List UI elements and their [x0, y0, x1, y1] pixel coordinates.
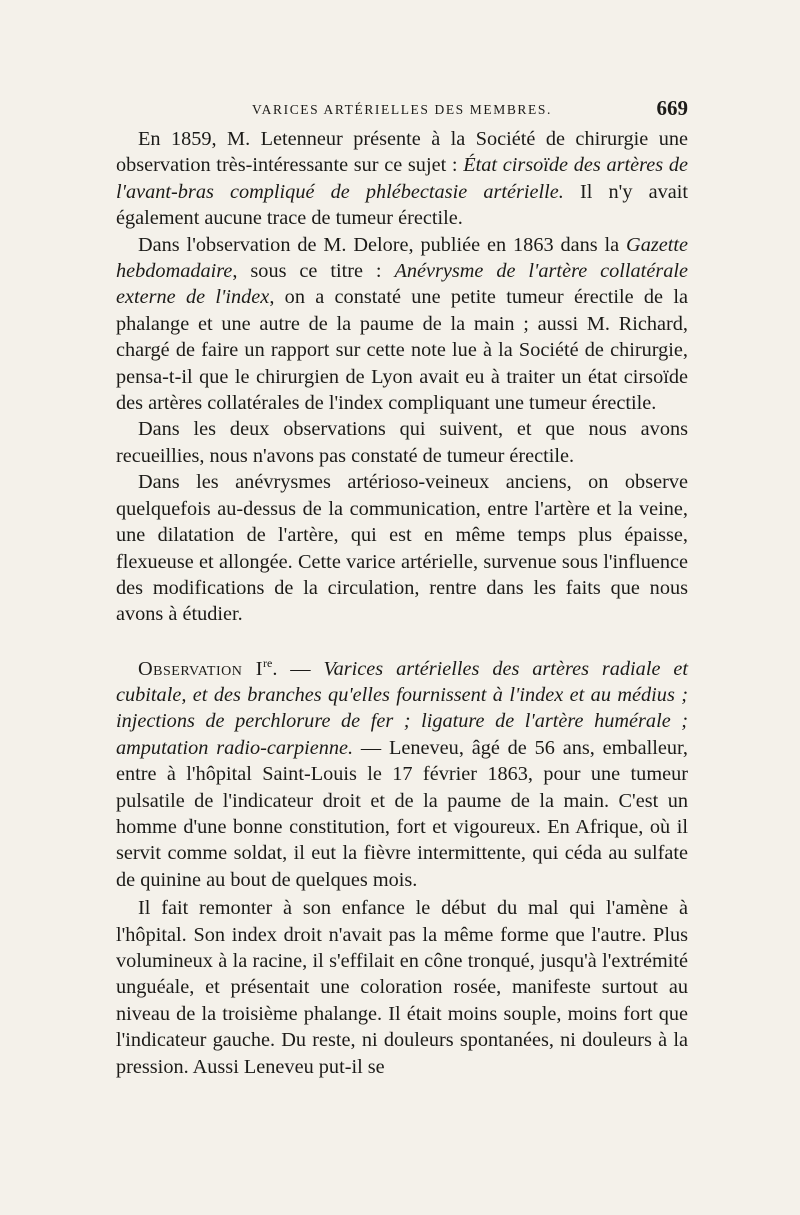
paragraph-letenneur: En 1859, M. Letenneur présente à la Société de chirurgie une observation très-intéressante sur ce sujet : État cirsoïde des artères de l'avant-bras compliqué de phlébectasie artérielle. Il n'y avait également aucune trace de tumeur érectile.	[116, 128, 689, 230]
page-number: 669	[656, 96, 688, 120]
paragraph-history: Il fait remonter à son enfance le début du mal qui l'amène à l'hôpital. Son index droit n'avait pas la même forme que l'autre. Plus volumineux à la racine, il s'effilait en cône tronqué, jusqu'à l'extrémité unguéale, et présentait une coloration rosée, manifeste surtout au niveau de la troisième phalange. Il était moins souple, moins fort que l'indicateur gauche. Du reste, ni douleurs spontanées, ni douleurs à la pression. Aussi Leneveu put-il se	[116, 897, 688, 1078]
paragraph-two-observations: Dans les deux observations qui suivent, et que nous avons recueillies, nous n'avons pas constaté de tumeur érectile.	[116, 418, 688, 467]
observation-one: Observation Ire. — Varices artérielles des artères radiale et cubitale, et des branches qu'elles fournissent à l'index et au médius ; injections de perchlorure de fer ; ligature de l'artère humérale ; amputation radio-carpienne. — Leneveu, âgé de 56 ans, emballeur, entre à l'hôpital Saint-Louis le 17 février 1863, pour une tumeur pulsatile de l'indicateur droit et de la paume de la main. C'est un homme d'une bonne constitution, fort et vigoureux. En Afrique, où il servit comme soldat, il eut la fièvre intermittente, qui céda au sulfate de quinine au bout de quelques mois.	[116, 655, 688, 891]
running-title: VARICES ARTÉRIELLES DES MEMBRES.	[252, 102, 552, 117]
paragraph-delore: Dans l'observation de M. Delore, publiée en 1863 dans la Gazette hebdomadaire, sous ce titre : Anévrysme de l'artère collatérale externe de l'index, on a constaté une petite tumeur érectile de la phalange et une autre de la paume de la main ; aussi M. Richard, chargé de faire un rapport sur cette note lue à la Société de chirurgie, pensa-t-il que le chirurgien de Lyon avait eu à traiter un état cirsoïde des artères collatérales de l'index compliquant une tumeur érectile.	[116, 233, 688, 415]
observation-title: État cirsoïde des artères de l'avant-bras compliqué de phlébectasie artérielle.	[116, 154, 688, 203]
observation-heading: Varices artérielles des artères radiale et cubitale, et des branches qu'elles fournissent à l'index et au médius ; injections de perchlorure de fer ; ligature de l'artère humérale ; amputation radio-carpienne.	[116, 657, 688, 759]
running-head	[116, 96, 688, 126]
observation-label: Observation I	[138, 657, 263, 680]
paragraph-aneurysms: Dans les anévrysmes artérioso-veineux anciens, on observe quelquefois au-dessus de la communication, entre l'artère et la veine, une dilatation de l'artère, qui est en même temps plus épaisse, flexueuse et allongée. Cette varice artérielle, survenue sous l'influence des modifications de la circulation, rentre dans les faits que nous avons à étudier.	[116, 471, 688, 626]
article-title: Anévrysme de l'artère collatérale externe de l'index	[116, 260, 688, 309]
journal-title: Gazette hebdomadaire	[116, 233, 688, 283]
body-text	[116, 126, 688, 1080]
